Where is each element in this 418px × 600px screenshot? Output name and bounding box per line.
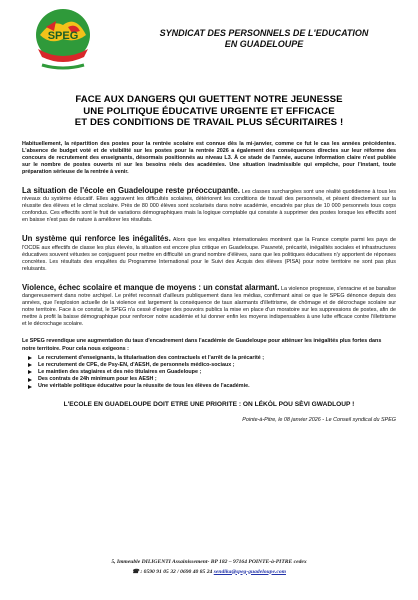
section-situation-body: Les classes surchargées sont une réalité quotidienne à tous les niveaux du système éducatif. Elles aggravent les difficultés scolaires, détériorent les conditions de travail des personnels, et pèsent directement sur la réussite des élèves et le climat scolaire. Près de 80 000 élèves sont scolarisés dans notre académie, encadrés par plus de 10 000 personnels tous corps confondus. Ces effectifs sont le fruit de variations démographiques mais la logique comptable qui consiste à supprimer des postes lorsque les effectifs sont en baisse n'est pas de nature à améliorer les résultats. [22, 188, 396, 224]
demands-block [22, 338, 396, 390]
organization-name-line2: EN GUADELOUPE [224, 39, 304, 49]
demand-text: Le recrutement d'enseignants, la titularisation des contractuels et l'arrêt de la précarité ; [38, 354, 265, 361]
demand-item [28, 355, 396, 362]
demand-item [28, 376, 396, 383]
bullet-arrow-icon [28, 363, 32, 367]
bullet-arrow-icon [28, 385, 32, 389]
letterhead [22, 0, 396, 80]
headline-line1: FACE AUX DANGERS QUI GUETTENT NOTRE JEUNESSE [75, 94, 343, 105]
demand-item [28, 369, 396, 376]
demand-item [28, 383, 396, 390]
section-inequalities [22, 235, 396, 272]
section-violence [22, 284, 396, 329]
speg-logo [32, 5, 94, 73]
section-violence-lead: Violence, échec scolaire et manque de moyens : un constat alarmant. [22, 282, 280, 292]
section-inequalities-body: Alors que les enquêtes internationales montrent que la France compte parmi les pays de l'OCDE aux effectifs de classe les plus élevés, la situation est encore plus critique en Guadeloupe. Pauvreté, précarité, inégalités sociales et infrastructures éducatives souvent vétustes se conjuguent pour mettre en difficulté un grand nombre d'élèves, sans que les politiques éducatives n'y apportent de réponses concrètes. Les résultats des enquêtes du Programme International pour le Suivi des Acquis des élèves (PISA) pour notre territoire ne sont pas plus reluisants. [22, 237, 396, 272]
headline-line2: UNE POLITIQUE ÉDUCATIVE URGENTE ET EFFICACE [83, 105, 335, 117]
demand-text: Le recrutement de CPE, de Psy-EN, d'AESH, de personnels médico-sociaux ; [38, 361, 235, 368]
section-situation [22, 187, 396, 224]
footer [0, 558, 418, 577]
bullet-arrow-icon [28, 356, 32, 360]
demands-list [22, 355, 396, 390]
organization-name-line1: SYNDICAT DES PERSONNELS DE L'EDUCATION [159, 28, 369, 38]
organization-name [130, 28, 398, 50]
footer-address: 5, Immeuble DILIGENTI Assainissement- BP 182 – 97164 POINTE-à-PITRE cedex [111, 559, 307, 565]
footer-contact [0, 568, 418, 578]
demand-text: Une véritable politique éducative pour la réussite de tous les élèves de l'académie. [38, 383, 250, 390]
demands-intro: Le SPEG revendique une augmentation du taux d'encadrement dans l'académie de Guadeloupe pour atténuer les inégalités plus fortes dans notre territoire. Pour cela nous exigeons : [22, 338, 382, 352]
headline [22, 94, 396, 129]
bullet-arrow-icon [28, 378, 32, 382]
logo-text: SPEG [47, 30, 79, 42]
headline-line3: ET DES CONDITIONS DE TRAVAIL PLUS SÉCURITAIRES ! [74, 117, 344, 128]
intro-paragraph: Habituellement, la répartition des postes pour la rentrée scolaire est connue dès la mi-janvier, comme ce fut le cas les années précédentes. L'absence de budget voté et de visibilité sur les postes pour la rentrée 2026 a également des conséquences directes sur leur réforme des concours de recrutement des enseignants, désormais positionnés au niveau L3. À ce stade de l'année, aucune information claire n'est publiée sur le nombre de postes ouverts ni sur les besoins réels des académies. Une situation inadmissible qui empêche, pour l'instant, toute préparation sérieuse de la rentrée à venir. [22, 140, 396, 175]
section-inequalities-lead: Un système qui renforce les inégalités. [22, 234, 171, 244]
demand-text: Des contrats de 24h minimum pour les AESH ; [38, 375, 157, 382]
signature-line: Pointe-à-Pitre, le 08 janvier 2026 - Le Conseil syndical du SPEG [242, 417, 396, 424]
section-situation-lead: La situation de l'école en Guadeloupe reste préoccupante. [22, 185, 240, 195]
bullet-arrow-icon [28, 370, 32, 374]
demand-text: Le maintien des stagiaires et des néo titulaires en Guadeloupe ; [38, 368, 202, 375]
demand-item [28, 362, 396, 369]
section-violence-body: La violence progresse, s'enracine et se banalise dangereusement dans notre archipel. Le préfet reconnait d'ailleurs publiquement dans les médias, confirmant ainsi ce que le SPEG dénonce depuis des années, que l'explosion actuelle de la violence est largement la conséquence de taux alarmants d'illettrisme, de chômage et de décrochage scolaire sur notre territoire. Face à ce constat, le SPEG n'a cessé d'exiger des pouvoirs publics la mise en place d'un moratoire sur les suppressions de postes, afin de mettre à profit la baisse démographique pour renforcer notre académie et lui donner enfin les moyens indispensables à une lutte efficace contre l'illettrisme et le décrochage scolaire. [22, 285, 396, 328]
footer-email-link[interactable]: sendika@speg-guadeloupe.com [213, 568, 286, 575]
footer-phone: ☎ : 0590 91 05 32 / 0690 40 85 24 [132, 568, 213, 575]
closing-slogan: L'ECOLE EN GUADELOUPE DOIT ETRE UNE PRIORITE : ON LÉKÒL POU SÈVI GWADLOUP ! [63, 401, 355, 409]
